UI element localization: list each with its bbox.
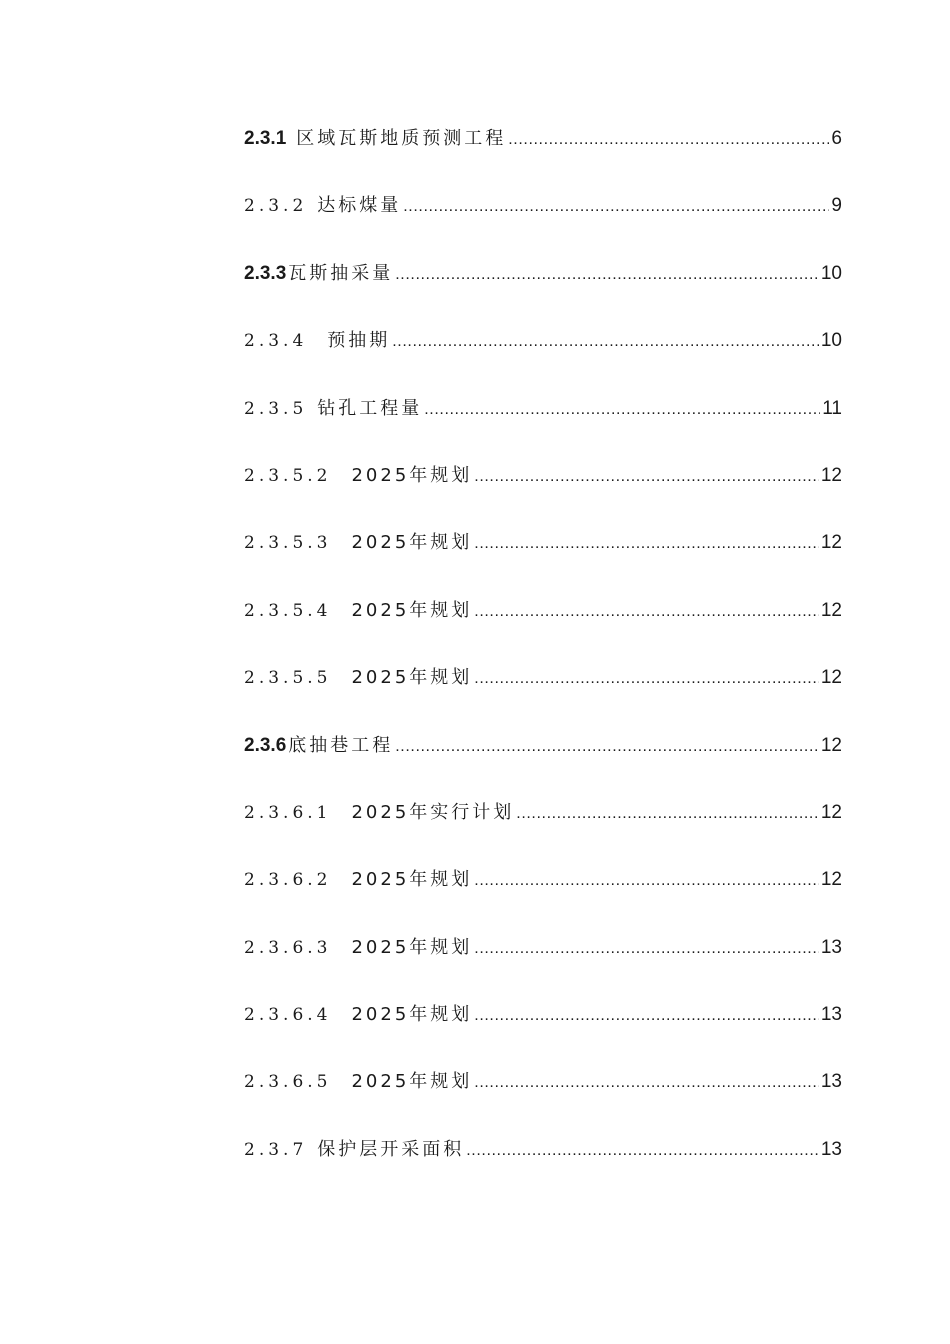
toc-entry-2-3-6[interactable] [244,731,842,798]
toc-entry-title: 瓦斯抽采量 [288,262,394,284]
toc-entry-page: 12 [820,801,842,823]
toc-entry-page: 13 [820,1138,842,1160]
toc-leader-dots [474,468,819,486]
toc-entry-number: 2.3.5.2 [244,465,332,486]
toc-entry-2-3-1[interactable] [244,124,842,191]
toc-entry-number: 2.3.1 [244,128,287,149]
toc-entry-2-3-7[interactable] [244,1135,842,1202]
toc-entry-title: 2025年规划 [351,464,473,486]
toc-entry-number: 2.3.6.3 [244,937,332,958]
toc-leader-dots [395,738,819,756]
toc-entry-page: 12 [820,734,842,756]
toc-entry-2-3-5-5[interactable] [244,663,842,730]
toc-entry-2-3-5-3[interactable] [244,528,842,595]
toc-entry-page: 6 [831,128,842,149]
toc-entry-2-3-6-4[interactable] [244,1000,842,1067]
toc-entry-page: 12 [820,532,842,554]
table-of-contents [244,124,842,1202]
toc-entry-2-3-6-5[interactable] [244,1067,842,1134]
toc-entry-page: 10 [820,262,842,284]
toc-entry-number: 2.3.2 [244,196,308,217]
toc-entry-2-3-3[interactable] [244,259,842,326]
toc-entry-number: 2.3.5.4 [244,600,332,621]
toc-entry-page: 13 [820,936,842,958]
toc-entry-title: 2025年规划 [351,869,473,891]
toc-entry-title: 2025年实行计划 [351,801,515,823]
toc-leader-dots [516,805,819,823]
toc-entry-2-3-5-4[interactable] [244,596,842,663]
toc-entry-2-3-5[interactable] [244,394,842,461]
toc-entry-2-3-6-3[interactable] [244,933,842,1000]
toc-entry-2-3-2[interactable] [244,191,842,258]
toc-leader-dots [508,131,829,149]
toc-leader-dots [474,1074,819,1092]
toc-leader-dots [466,1142,819,1160]
toc-entry-number: 2.3.6.5 [244,1072,332,1093]
toc-entry-title: 2025年规划 [351,667,473,689]
toc-entry-title: 底抽巷工程 [288,734,394,756]
toc-entry-title: 2025年规划 [351,1004,473,1026]
toc-entry-title: 2025年规划 [351,532,473,554]
toc-entry-2-3-5-2[interactable] [244,461,842,528]
toc-entry-title: 钻孔工程量 [317,397,423,419]
toc-entry-title: 2025年规划 [351,1071,473,1093]
toc-leader-dots [474,1007,819,1025]
toc-leader-dots [474,670,819,688]
toc-entry-number: 2.3.5.5 [244,668,332,689]
toc-entry-page: 9 [831,195,842,217]
toc-entry-number: 2.3.4 [244,331,308,352]
toc-leader-dots [392,333,819,351]
toc-leader-dots [474,603,819,621]
toc-entry-title: 预抽期 [327,330,391,352]
toc-entry-number: 2.3.3 [244,262,287,284]
toc-entry-number: 2.3.7 [244,1139,308,1160]
toc-entry-page: 12 [820,667,842,689]
toc-entry-2-3-6-2[interactable] [244,865,842,932]
toc-leader-dots [474,535,819,553]
toc-entry-number: 2.3.5 [244,398,308,419]
toc-leader-dots [474,872,819,890]
toc-entry-title: 区域瓦斯地质预测工程 [296,128,507,149]
toc-entry-title: 达标煤量 [317,195,402,217]
toc-entry-title: 保护层开采面积 [317,1138,465,1160]
toc-entry-number: 2.3.6.4 [244,1005,332,1026]
toc-leader-dots [403,198,829,216]
toc-entry-2-3-6-1[interactable] [244,798,842,865]
toc-leader-dots [395,266,819,284]
toc-entry-2-3-4[interactable] [244,326,842,393]
toc-entry-number: 2.3.6.2 [244,870,332,891]
toc-entry-page: 13 [820,1004,842,1026]
toc-entry-page: 10 [820,330,842,352]
toc-entry-page: 12 [820,464,842,486]
toc-entry-number: 2.3.6 [244,734,287,756]
toc-entry-page: 12 [820,869,842,891]
toc-entry-number: 2.3.5.3 [244,533,332,554]
toc-entry-number: 2.3.6.1 [244,802,332,823]
toc-entry-page: 13 [820,1071,842,1093]
toc-entry-page: 12 [820,599,842,621]
toc-entry-page: 11 [822,397,842,419]
toc-entry-title: 2025年规划 [351,936,473,958]
toc-leader-dots [474,940,819,958]
toc-entry-title: 2025年规划 [351,599,473,621]
toc-leader-dots [424,401,820,419]
